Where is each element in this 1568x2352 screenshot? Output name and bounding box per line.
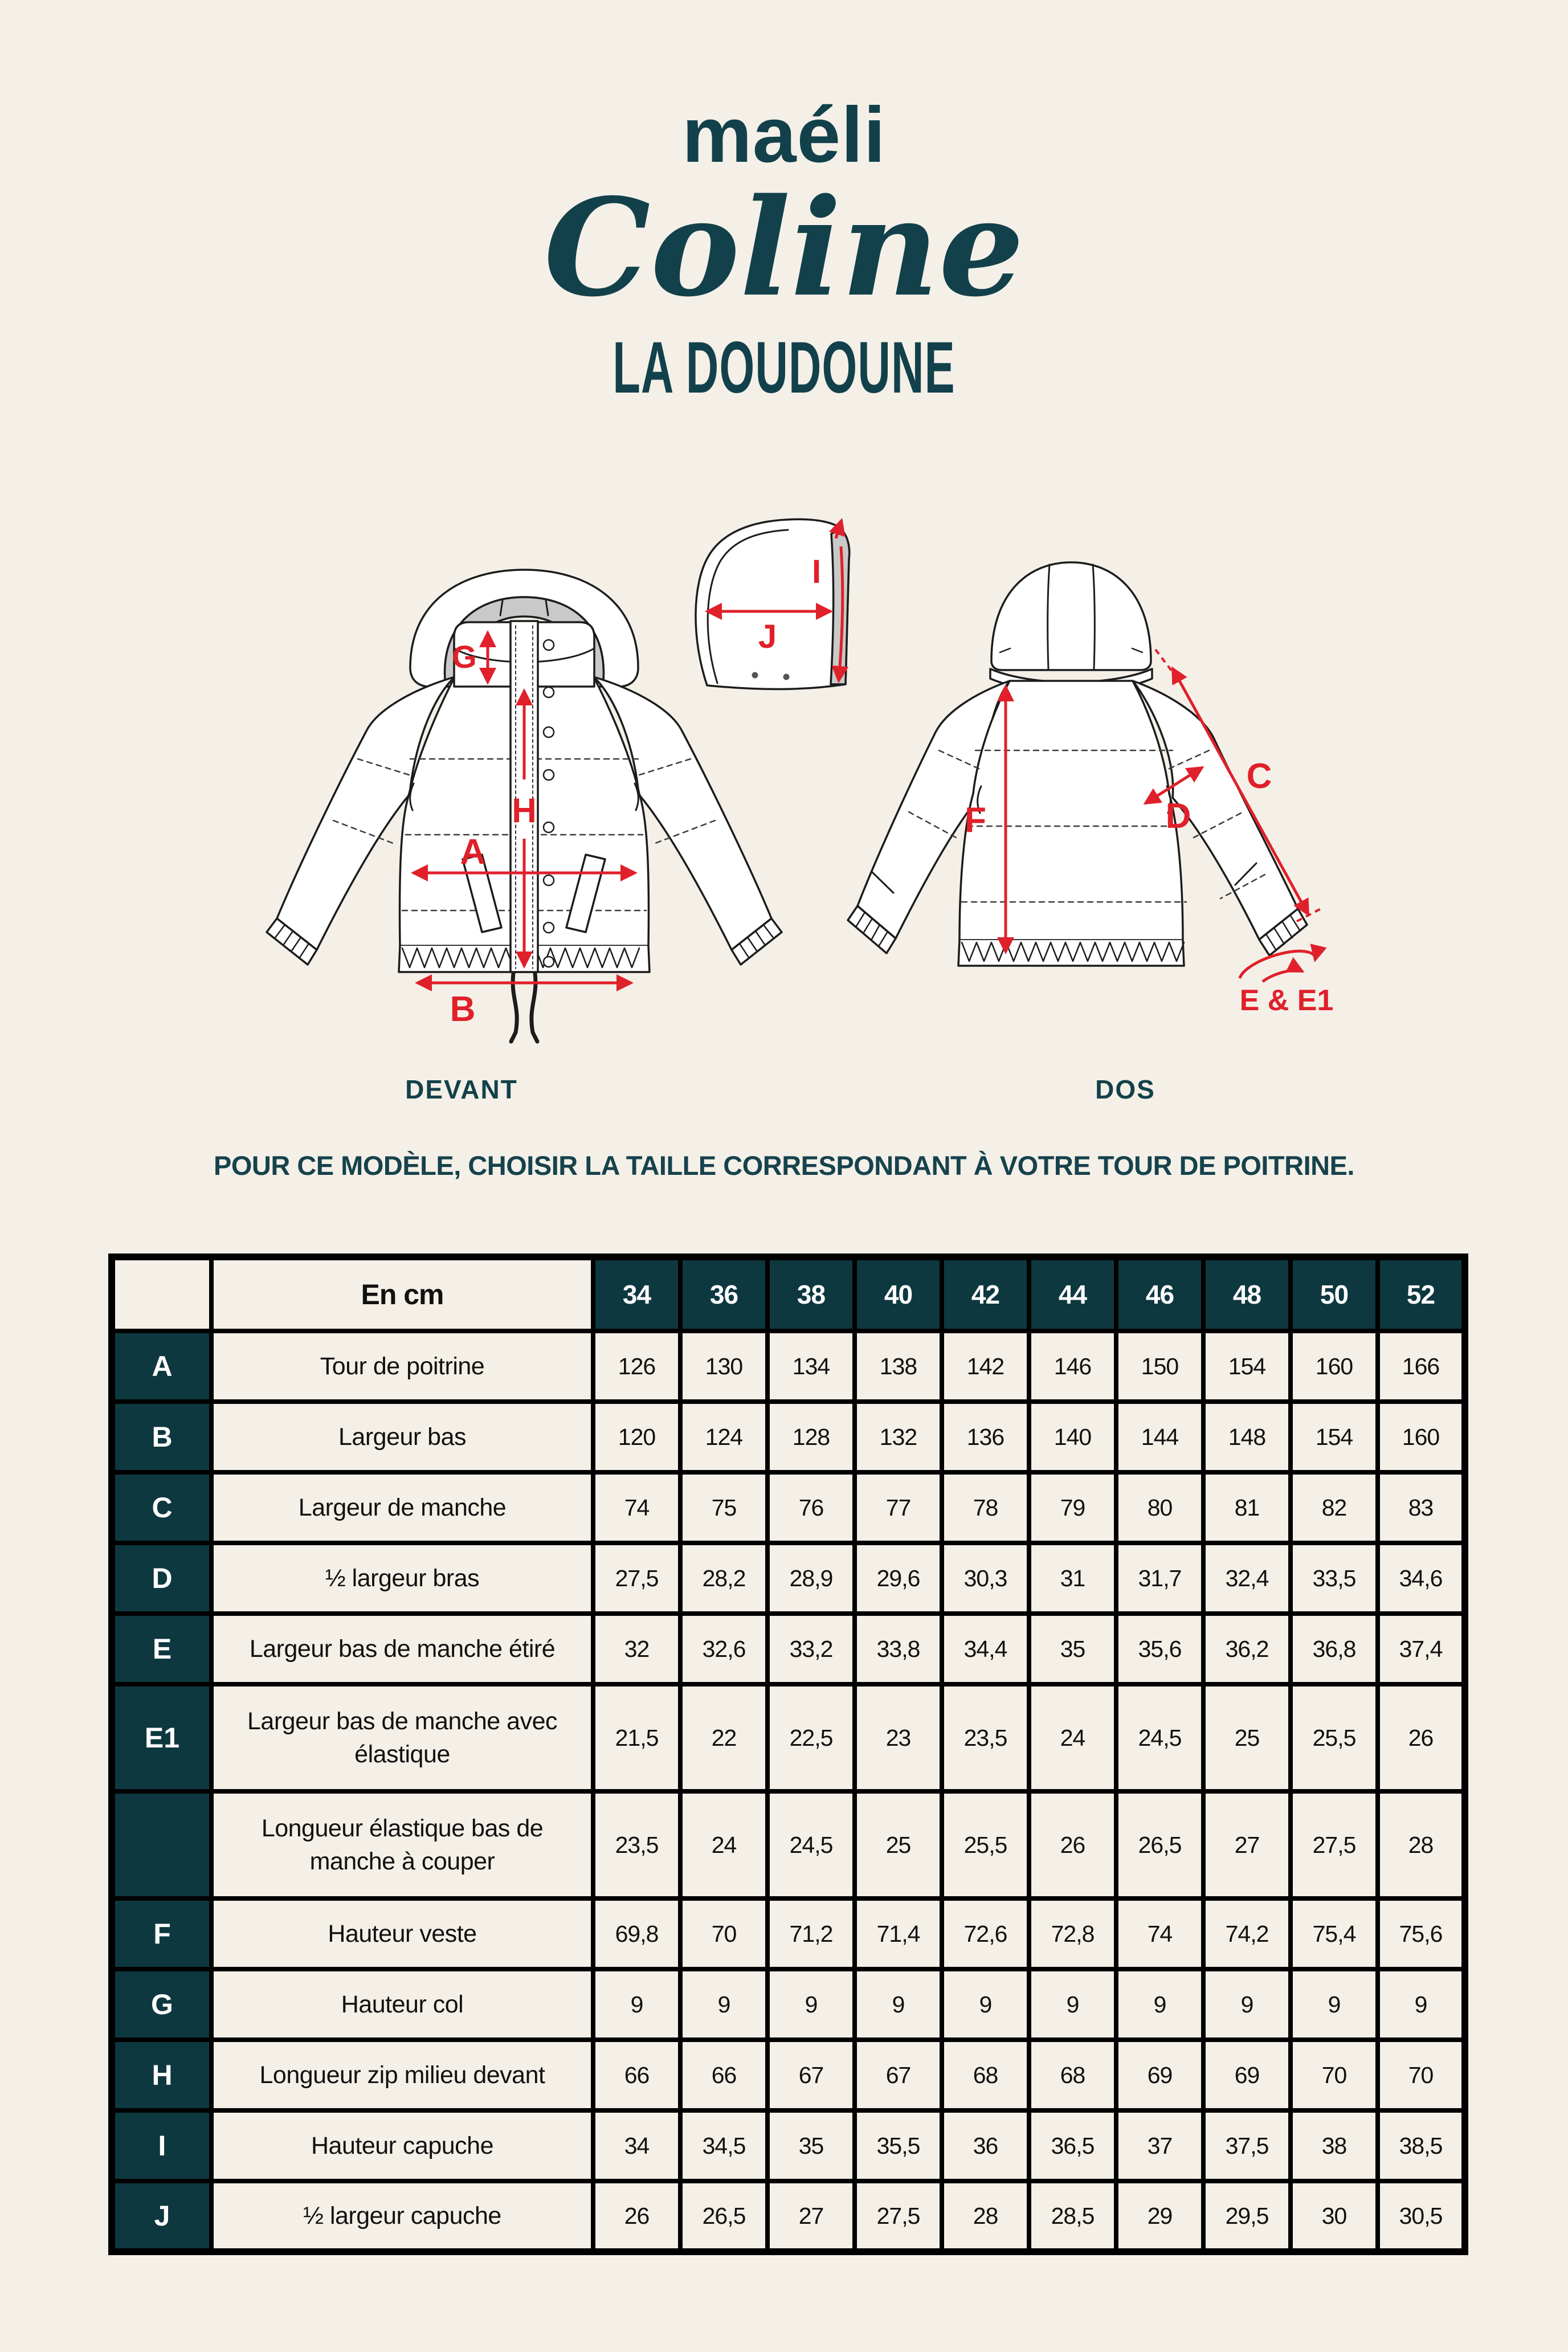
product-subtitle	[0, 326, 1568, 410]
row-label-cell: Largeur de manche	[211, 1472, 593, 1543]
value-cell: 69	[1116, 2040, 1203, 2110]
table-row	[112, 1898, 1465, 1969]
value-cell: 120	[593, 1402, 680, 1472]
value-cell: 80	[1116, 1472, 1203, 1543]
size-header-cell: 38	[767, 1257, 855, 1331]
table-row	[112, 1791, 1465, 1898]
value-cell: 72,8	[1029, 1898, 1116, 1969]
value-cell: 26,5	[1116, 1791, 1203, 1898]
value-cell: 25	[855, 1791, 942, 1898]
value-cell: 128	[767, 1402, 855, 1472]
table-row	[112, 2040, 1465, 2110]
value-cell: 25,5	[942, 1791, 1029, 1898]
marker-label-I: I	[811, 553, 822, 590]
value-cell: 69	[1203, 2040, 1291, 2110]
value-cell: 81	[1203, 1472, 1291, 1543]
marker-label-D: D	[1165, 797, 1191, 836]
size-table	[108, 1253, 1468, 2255]
value-cell: 74	[593, 1472, 680, 1543]
marker-label-J: J	[758, 618, 777, 655]
value-cell: 28,9	[767, 1543, 855, 1614]
value-cell: 146	[1029, 1331, 1116, 1402]
value-cell: 130	[680, 1331, 767, 1402]
row-letter-cell: F	[112, 1898, 211, 1969]
row-letter-cell: G	[112, 1969, 211, 2040]
value-cell: 78	[942, 1472, 1029, 1543]
value-cell: 24	[1029, 1684, 1116, 1791]
brand-logo: maéli	[682, 91, 886, 179]
value-cell: 25	[1203, 1684, 1291, 1791]
value-cell: 82	[1291, 1472, 1378, 1543]
table-row	[112, 1331, 1465, 1402]
value-cell: 35,5	[855, 2110, 942, 2181]
value-cell: 26	[593, 2181, 680, 2252]
value-cell: 36,5	[1029, 2110, 1116, 2181]
value-cell: 34,6	[1378, 1543, 1465, 1614]
row-label-cell: ½ largeur bras	[211, 1543, 593, 1614]
value-cell: 68	[1029, 2040, 1116, 2110]
value-cell: 36	[942, 2110, 1029, 2181]
value-cell: 29,6	[855, 1543, 942, 1614]
size-header-cell: 52	[1378, 1257, 1465, 1331]
value-cell: 27,5	[593, 1543, 680, 1614]
row-letter-cell: E1	[112, 1684, 211, 1791]
value-cell: 34,4	[942, 1614, 1029, 1684]
value-cell: 27,5	[1291, 1791, 1378, 1898]
value-cell: 33,2	[767, 1614, 855, 1684]
value-cell: 75	[680, 1472, 767, 1543]
value-cell: 154	[1291, 1402, 1378, 1472]
value-cell: 67	[855, 2040, 942, 2110]
value-cell: 83	[1378, 1472, 1465, 1543]
size-header-cell: 36	[680, 1257, 767, 1331]
row-label-cell: Largeur bas de manche étiré	[211, 1614, 593, 1684]
value-cell: 25,5	[1291, 1684, 1378, 1791]
size-header-cell: 48	[1203, 1257, 1291, 1331]
row-letter-cell: A	[112, 1331, 211, 1402]
value-cell: 138	[855, 1331, 942, 1402]
value-cell: 144	[1116, 1402, 1203, 1472]
row-letter-cell: H	[112, 2040, 211, 2110]
value-cell: 9	[1203, 1969, 1291, 2040]
value-cell: 36,2	[1203, 1614, 1291, 1684]
value-cell: 23,5	[593, 1791, 680, 1898]
value-cell: 37,4	[1378, 1614, 1465, 1684]
marker-label-C: C	[1246, 757, 1272, 796]
row-letter-cell: I	[112, 2110, 211, 2181]
value-cell: 9	[767, 1969, 855, 2040]
size-header-cell: 42	[942, 1257, 1029, 1331]
value-cell: 32,4	[1203, 1543, 1291, 1614]
value-cell: 37	[1116, 2110, 1203, 2181]
row-label-cell: Tour de poitrine	[211, 1331, 593, 1402]
value-cell: 66	[680, 2040, 767, 2110]
value-cell: 136	[942, 1402, 1029, 1472]
value-cell: 37,5	[1203, 2110, 1291, 2181]
value-cell: 9	[1378, 1969, 1465, 2040]
value-cell: 72,6	[942, 1898, 1029, 1969]
value-cell: 9	[855, 1969, 942, 2040]
value-cell: 22	[680, 1684, 767, 1791]
value-cell: 70	[680, 1898, 767, 1969]
value-cell: 30,5	[1378, 2181, 1465, 2252]
value-cell: 22,5	[767, 1684, 855, 1791]
value-cell: 132	[855, 1402, 942, 1472]
value-cell: 76	[767, 1472, 855, 1543]
row-letter-cell: E	[112, 1614, 211, 1684]
value-cell: 31	[1029, 1543, 1116, 1614]
table-row	[112, 1969, 1465, 2040]
value-cell: 30,3	[942, 1543, 1029, 1614]
value-cell: 150	[1116, 1331, 1203, 1402]
value-cell: 28	[1378, 1791, 1465, 1898]
value-cell: 32,6	[680, 1614, 767, 1684]
value-cell: 69,8	[593, 1898, 680, 1969]
table-row	[112, 2181, 1465, 2252]
value-cell: 9	[942, 1969, 1029, 2040]
value-cell: 27	[1203, 1791, 1291, 1898]
table-row	[112, 1614, 1465, 1684]
row-label-cell: Longueur zip milieu devant	[211, 2040, 593, 2110]
row-label-cell: Hauteur veste	[211, 1898, 593, 1969]
value-cell: 32	[593, 1614, 680, 1684]
value-cell: 33,8	[855, 1614, 942, 1684]
marker-label-F: F	[965, 801, 986, 840]
value-cell: 134	[767, 1331, 855, 1402]
value-cell: 71,4	[855, 1898, 942, 1969]
value-cell: 27	[767, 2181, 855, 2252]
value-cell: 34	[593, 2110, 680, 2181]
product-subtitle-text: LA DOUDOUNE	[612, 327, 956, 409]
row-letter-cell	[112, 1791, 211, 1898]
value-cell: 79	[1029, 1472, 1116, 1543]
value-cell: 124	[680, 1402, 767, 1472]
value-cell: 38	[1291, 2110, 1378, 2181]
value-cell: 21,5	[593, 1684, 680, 1791]
row-label-cell: Largeur bas de manche avec élastique	[211, 1684, 593, 1791]
value-cell: 24	[680, 1791, 767, 1898]
value-cell: 33,5	[1291, 1543, 1378, 1614]
value-cell: 154	[1203, 1331, 1291, 1402]
value-cell: 126	[593, 1331, 680, 1402]
value-cell: 74	[1116, 1898, 1203, 1969]
row-letter-cell: B	[112, 1402, 211, 1472]
value-cell: 9	[680, 1969, 767, 2040]
row-label-cell: Hauteur capuche	[211, 2110, 593, 2181]
row-label-cell: Hauteur col	[211, 1969, 593, 2040]
value-cell: 66	[593, 2040, 680, 2110]
value-cell: 26	[1378, 1684, 1465, 1791]
row-label-cell: Longueur élastique bas de manche à couper	[211, 1791, 593, 1898]
value-cell: 23	[855, 1684, 942, 1791]
value-cell: 9	[1029, 1969, 1116, 2040]
value-cell: 142	[942, 1331, 1029, 1402]
value-cell: 35,6	[1116, 1614, 1203, 1684]
row-label-cell: ½ largeur capuche	[211, 2181, 593, 2252]
row-letter-cell: J	[112, 2181, 211, 2252]
size-header-cell: 50	[1291, 1257, 1378, 1331]
value-cell: 9	[1291, 1969, 1378, 2040]
product-title: Coline	[544, 169, 1024, 326]
unit-header-cell: En cm	[211, 1257, 593, 1331]
value-cell: 36,8	[1291, 1614, 1378, 1684]
value-cell: 74,2	[1203, 1898, 1291, 1969]
value-cell: 26	[1029, 1791, 1116, 1898]
value-cell: 71,2	[767, 1898, 855, 1969]
table-row	[112, 1684, 1465, 1791]
value-cell: 148	[1203, 1402, 1291, 1472]
size-header-cell: 44	[1029, 1257, 1116, 1331]
value-cell: 38,5	[1378, 2110, 1465, 2181]
marker-label-E-E1: E & E1	[1239, 984, 1334, 1017]
value-cell: 35	[767, 2110, 855, 2181]
value-cell: 26,5	[680, 2181, 767, 2252]
value-cell: 75,4	[1291, 1898, 1378, 1969]
marker-label-G: G	[452, 639, 477, 675]
value-cell: 35	[1029, 1614, 1116, 1684]
value-cell: 160	[1378, 1402, 1465, 1472]
size-header-cell: 46	[1116, 1257, 1203, 1331]
value-cell: 67	[767, 2040, 855, 2110]
marker-label-A: A	[460, 832, 486, 872]
value-cell: 29,5	[1203, 2181, 1291, 2252]
row-letter-cell: D	[112, 1543, 211, 1614]
value-cell: 160	[1291, 1331, 1378, 1402]
back-view-label: DOS	[1095, 1075, 1155, 1104]
value-cell: 9	[593, 1969, 680, 2040]
size-header-cell: 40	[855, 1257, 942, 1331]
value-cell: 140	[1029, 1402, 1116, 1472]
value-cell: 9	[1116, 1969, 1203, 2040]
value-cell: 28,5	[1029, 2181, 1116, 2252]
row-label-cell: Largeur bas	[211, 1402, 593, 1472]
value-cell: 70	[1378, 2040, 1465, 2110]
value-cell: 28	[942, 2181, 1029, 2252]
value-cell: 30	[1291, 2181, 1378, 2252]
row-letter-cell: C	[112, 1472, 211, 1543]
table-row	[112, 2110, 1465, 2181]
table-row	[112, 1402, 1465, 1472]
value-cell: 34,5	[680, 2110, 767, 2181]
table-row	[112, 1472, 1465, 1543]
value-cell: 24,5	[1116, 1684, 1203, 1791]
value-cell: 23,5	[942, 1684, 1029, 1791]
value-cell: 28,2	[680, 1543, 767, 1614]
value-cell: 29	[1116, 2181, 1203, 2252]
size-table-body	[112, 1331, 1465, 2252]
value-cell: 70	[1291, 2040, 1378, 2110]
value-cell: 75,6	[1378, 1898, 1465, 1969]
sizing-note: POUR CE MODÈLE, CHOISIR LA TAILLE CORRESPONDANT À VOTRE TOUR DE POITRINE.	[213, 1150, 1354, 1181]
size-header-cell: 34	[593, 1257, 680, 1331]
front-view-label: DEVANT	[405, 1075, 518, 1104]
table-header-row	[112, 1257, 1465, 1331]
marker-label-B: B	[450, 990, 476, 1029]
table-corner-cell	[112, 1257, 211, 1331]
value-cell: 68	[942, 2040, 1029, 2110]
value-cell: 31,7	[1116, 1543, 1203, 1614]
value-cell: 24,5	[767, 1791, 855, 1898]
table-row	[112, 1543, 1465, 1614]
value-cell: 27,5	[855, 2181, 942, 2252]
back-view-diagram	[803, 544, 1390, 1017]
marker-label-H: H	[512, 791, 537, 830]
value-cell: 166	[1378, 1331, 1465, 1402]
value-cell: 77	[855, 1472, 942, 1543]
